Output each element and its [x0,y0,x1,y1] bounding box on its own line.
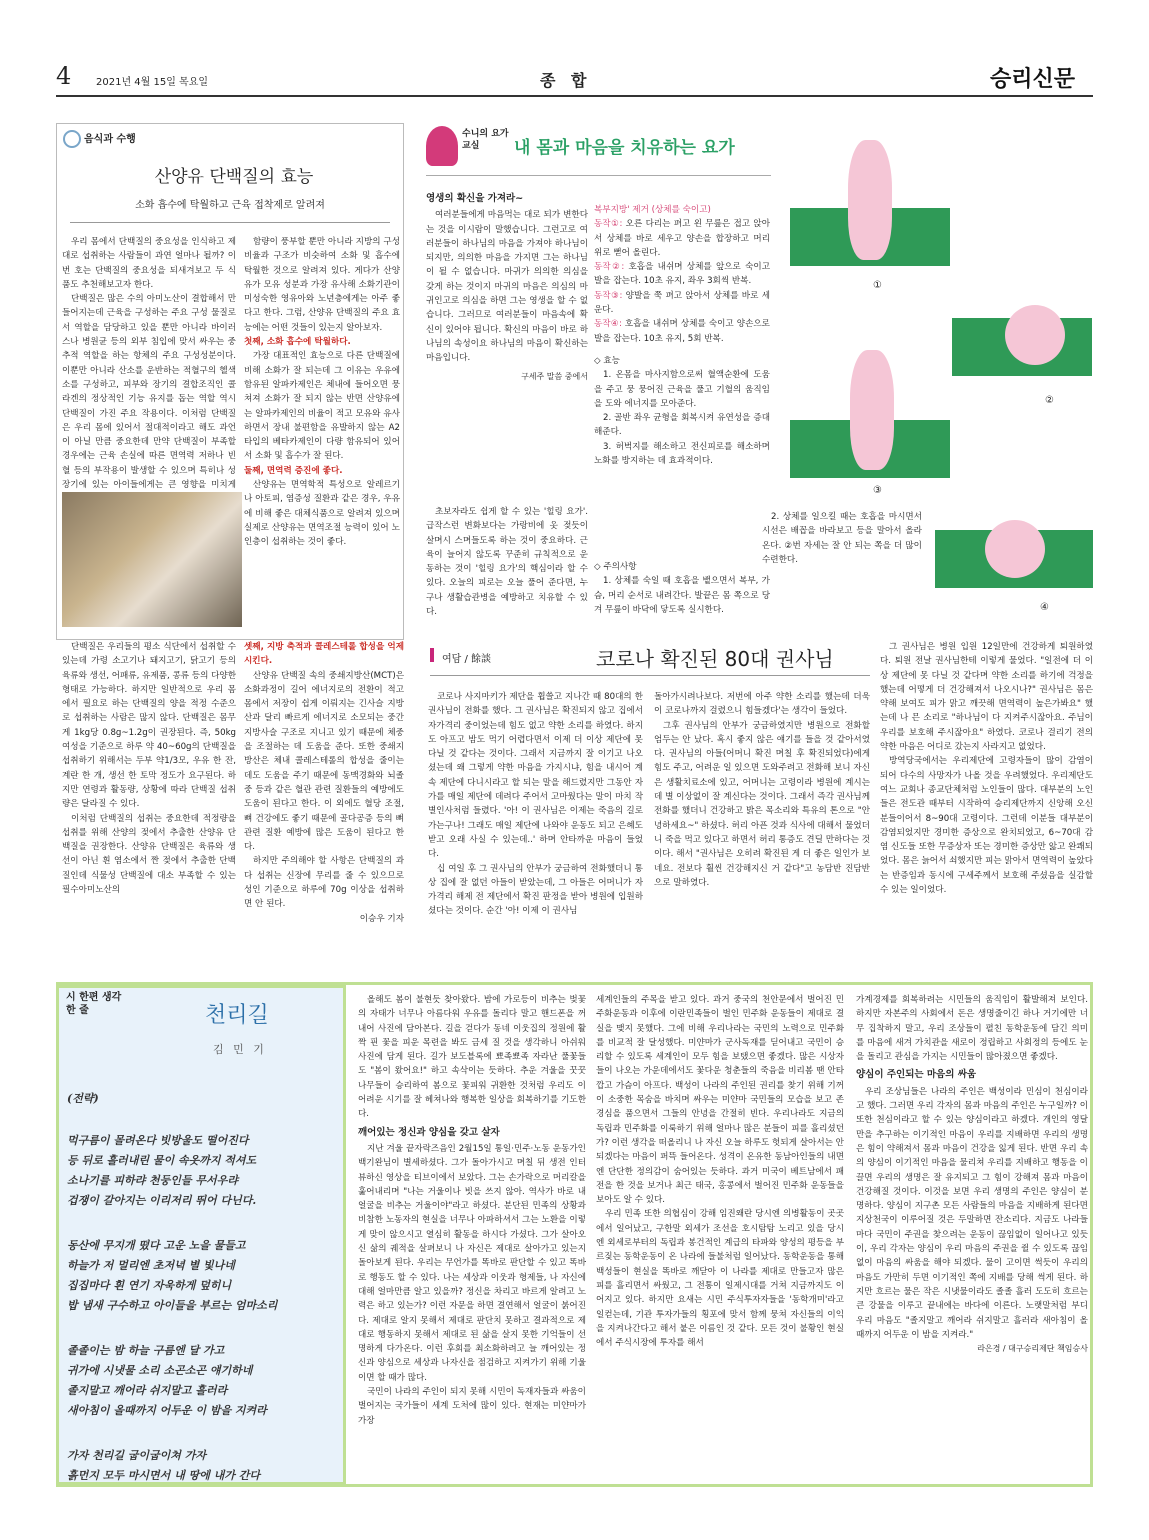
corona-title: 코로나 확진된 80대 권사님 [596,647,834,671]
figure-2-pose [1005,305,1065,365]
step-1: 동작①: 오른 다리는 펴고 왼 무릎은 접고 앉아서 상체를 바로 세우고 양손을 합장하고 머리 위로 뻗어 올린다. [594,219,770,258]
article-title: 산양유 단백질의 효능 [154,167,314,187]
yoga-caution [594,560,770,622]
effect-item: 3. 허벅지를 해소하고 전신피로를 해소하며 노화를 방지하는 데 효과적이다. [594,441,770,467]
corona-column-2 [654,690,870,970]
poem-line: 동산에 무지개 떴다 고운 노을 물들고 [67,1239,246,1252]
article-subtitle: 소화 흡수에 탁월하고 근육 접착제로 알려져 [135,200,325,211]
body-paragraph: 우리 민족 또한 의협심이 강해 임진왜란 당시엔 의병활동이 곳곳에서 일어났고, 구한말 외세가 조선을 호시탐탐 노리고 있을 당시엔 외세로부터의 독립과 봉건적인 계급의 타파와 양성의 평등을 부르짖는 동학운동이 온 나라에 들불처럼 일어났다. 동학운동을 통해 백성들이 현실을 똑바로 깨닫아 이 나라를 제대로 만들고자 많은 피를 흘리면서 싸웠고, 그 전통이 일제시대를 거쳐 지금까지도 이어지고 있다. 하지만 요새는 시민 주식투자자들을 '동학개미'라고 일컫는데, 기관 투자가들의 횡포에 맞서 함께 뭉쳐 자신들의 이익을 지켜나간다고 해서 붙은 이름인 것 같다. 모든 것이 불황인 현실에서 주식시장에 투자를 해서 [596,1209,844,1349]
body-paragraph: 함량이 풍부할 뿐만 아니라 지방의 구성 비율과 구조가 비슷하여 소화 및 흡수에 탁월한 것으로 알려져 있다. 게다가 산양유가 모유 성분과 가장 유사해 소화기관이 미성숙한 영유아와 노년층에게는 아주 좋다고 한다. 그럼, 산양유 단백질의 주요 효능에는 어떤 것들이 있는지 알아보자. [244,237,400,333]
poem-line: 하늘가 저 멀리엔 초저녁 별 빛나네 [67,1259,235,1272]
intro-paragraph: 여러분들에게 마음먹는 대로 되가 변한다는 것을 이시람이 말했습니다. 그런고로 여러분들이 하나님의 마음을 가져야 하나님이 되지만, 의의한 마음을 가지면 그는 하나님이 될 수 없습니다. 마귀가 의의한 의심을 갖게 하는 것이지 마귀의 마음은 의심의 마귀인고로 의심을 하면 그는 영생을 할 수 없습니다. 그러므로 여러분들이 마음속에 확신이 있어야 됩니다. 확신의 마음이 바로 하나님의 속성이요 하나님의 마음이 확신하는 마음입니다. [426,210,588,364]
poem-author: 김 민 기 [213,1043,267,1056]
goat-column-1b [62,640,236,970]
step-4: 동작④: 호흡을 내쉬며 상체를 숙이고 양손으로 발을 잡는다. 10초 유지, 5회 반복. [594,319,770,344]
column-label: 음식과 수행 [84,134,136,145]
quote-source: 구세주 말씀 중에서 [521,371,588,381]
essay-column-1 [358,993,586,1478]
poem-title: 천리길 [205,1003,269,1028]
page-number: 4 [56,62,72,90]
figure-1-pose [848,140,892,260]
body-paragraph: 단백질은 우리들의 평소 식단에서 섭취할 수 있는데 가령 소고기나 돼지고기, 닭고기 등의 육류와 생선, 어패류, 유제품, 콩류 등의 다양한 형태로 가능하다. 하지만 일반적으로 우리 몸에서 필요로 하는 단백질의 양을 적정 수준으로 섭취하는 사람은 많지 않다. 단백질은 몸무게 1kg당 0.8g~1.2g이 권장된다. 즉, 50kg여성을 기준으로 하루 약 40~60g의 단백질을 섭취하기 위해서는 두부 약1/3모, 우유 한 잔, 계란 한 개, 생선 한 토막 정도가 요구된다. 하지만 연령과 활동량, 상황에 따라 단백질 섭취량은 달라질 수 있다. [62,642,236,810]
effect-item: 2. 골반 좌우 균형을 회복시켜 유연성을 증대해준다. [594,413,770,438]
body-paragraph: 가계경제를 회복하려는 시민들의 움직임이 활발해져 보인다. 하지만 자본주의 사회에서 돈은 생명줄이긴 하나 거기에만 너무 집착하지 말고, 우리 조상들이 펼친 동학운동에 담긴 의미를 마음에 새겨 가치관을 새로이 정립하고 사회정의 등에도 눈을 돌리고 관심을 가지는 시민들이 많아졌으면 좋겠다. [856,995,1088,1063]
header-rule [56,95,1093,97]
yoga-rule [426,175,771,176]
poem-line: 밥 냄새 구수하고 아이들을 부르는 엄마소리 [67,1299,278,1312]
poem-line: 겁쟁이 갈아지는 이리저리 뛰어 다닌다. [67,1194,257,1207]
body-paragraph: 그후 권사님의 안부가 궁금하였지만 병원으로 전화할 엄두는 안 났다. 혹시 좋지 않은 얘기를 들을 것 같아서였다. 권사님의 아들(어머니 확진 며칠 후 확진되었다)에게 힘도 주고, 어려운 일 있으면 도와주려고 전화해 보니 자신은 생활치료소에 있고, 어머니는 고령이라 병원에 계시는데 별 이상없이 잘 계신다는 것이다. 그래서 즉각 권사님께 전화를 했더니 건강하고 밝은 목소리와 특유의 톤으로 "안녕하세요~" 하셨다. 허리 아픈 것과 식사에 대해서 물었더니 죽을 먹고 있다고 하면서 허리 통증도 견딜 만하다는 것이다. 해서 "권사님은 오히려 확진된 게 더 좋은 일인가 보네요. 전보다 훨씬 건강해지신 거 같다"고 농담반 진담반으로 말하였다. [654,720,870,888]
pose-heading: 복부지방' 제거 (상체를 숙이고) [594,205,711,215]
goat-column-2 [244,235,400,630]
body-paragraph: 국민이 나라의 주인이 되지 못해 시민이 독재자들과 싸움이 벌어지는 국가들이 세계 도처에 많이 있다. 현재는 미얀마가 가장 [358,1387,586,1426]
subheading: 첫째, 소화 흡수에 탁월하다. [244,337,351,348]
poem-line: 졸지말고 깨어라 쉬지말고 흘러라 [67,1384,228,1397]
poem-line: 등 뒤로 흘러내린 물이 속옷까지 적셔도 [67,1154,257,1167]
essay-subheading: 깨어있는 정신과 양심을 갖고 살자 [358,1126,500,1138]
body-paragraph: 그 권사님은 병원 입원 12일만에 건강하게 퇴원하였다. 퇴원 전날 권사님한테 이렇게 물었다. "일전에 더 이상 제단에 못 다닐 것 같다며 약한 소리를 하기에 걱정을 했는데 어떻게 더 건강해져서 나오시나?" 권사님은 몸은 약해 보여도 피가 맑고 깨끗해 면역력이 높은가봐요" 했는데 나 믄 소리로 "하나님이 다 지켜주시잖아요. 주님이 우리를 보호해 주시잖아요" 하였다. 코로나 걸리기 전의 약한 마음은 어디로 갔는지 사라지고 없었다. [880,642,1093,753]
title-rule [70,222,390,223]
body-paragraph: 산양유 단백질 속의 중쇄지방산(MCT)은 소화과정이 길어 에너지로의 전환이 적고 몸에서 저장이 쉽게 이뤄지는 긴사슬 지방산과 달리 빠르게 에너지로 소모되는 중간 지방사슬 구조로 지니고 있기 때문에 체중을 조절하는 데 도움을 준다. 또한 중쇄지방산은 체내 콜레스테롤의 합성을 줄이는 데도 도움을 주기 때문에 동맥경화와 뇌졸중 등과 같은 혈관 관련 질환들의 예방에도 도움이 된다고 한다. 이 외에도 혈당 조절, 뼈 건강에도 좋기 때문에 골다공증 등의 뼈 관련 질환 예방에 많은 도움이 된다고 한다. [244,670,404,853]
body-paragraph: 산양유는 면역학적 특성으로 알레르기나 아토피, 염증성 질환과 같은 경우, 우유에 비해 좋은 대체식품으로 알려져 있으며 실제로 산양유는 면역조절 능력이 있어 노인층이 섭취하는 것이 좋다. [244,480,400,548]
byline: 이승우 기자 [359,913,404,924]
essay-column-3 [856,993,1088,1478]
body-paragraph: 초보자라도 쉽게 할 수 있는 '힐링 요가'. 급작스런 변화보다는 가랑비에 옷 젖듯이 살며시 스며들도록 하는 것이 중요하다. 근육이 늘어지 않도록 꾸준히 규칙적으로 운동하는 것이 '힐링 요가'의 핵심이라 할 수 있다. 오늘의 피로는 오늘 풀어 준다면, 누구나 생활습관병을 예방하고 치유할 수 있다. [426,507,588,618]
step-3: 동작③: 양발을 쭉 펴고 앉아서 상체를 바로 세운다. [594,290,770,316]
yoga-caution-2 [762,510,922,610]
corona-column-1 [428,690,643,970]
figure-label: ④ [1040,602,1049,613]
yoga-badge: 수니의 요가교실 [462,129,509,151]
figure-4-pose [985,520,1045,578]
essay-author: 라은경 / 대구승리제단 책임승사 [977,1344,1088,1354]
body-paragraph: 우리 몸에서 단백질의 중요성을 인식하고 제대로 섭취하는 사람들이 과연 얼마나 될까? 이번 호는 단백질의 중요성을 되새겨보고 두 식품도 추천해보고자 한다. [62,237,236,290]
poem-line: 먹구름이 몰려온다 빗방울도 떨어진다 [67,1134,249,1147]
poem-line: 소나기를 피하랴 천둥인들 무서우랴 [67,1174,238,1187]
yoga-logo-icon [426,126,458,166]
yoga-column-1b [426,505,588,620]
section-name: 종 합 [540,71,592,90]
figure-3-pose [850,350,894,470]
issue-date: 2021년 4월 15일 목요일 [96,77,209,88]
body-paragraph: 올해도 봄이 불현듯 찾아왔다. 밤에 가로등이 비추는 벚꽃의 자태가 너무나 아름다워 우유를 돌리다 말고 핸드폰을 꺼내어 사진에 담아본다. 길을 걷다가 동네 이웃집의 정원에 활짝 핀 꽃을 피운 목련을 봐도 금세 질 것을 생각하니 아쉬워 사진에 담게 된다. 길가 보도블록에 뾰족뾰족 자라난 풀꽃들도 "봄이 왔어요!" 하고 속삭이는 듯하다. 추운 겨울을 꿋꿋 나무들이 승리하여 봄으로 꽃피워 귀환한 것처럼 우리도 이 어려운 시기를 잘 헤쳐나와 행복한 일상을 회복하기를 기도한다. [358,995,586,1120]
step-2: 동작②: 호흡을 내쉬며 상체를 앞으로 숙이고 발을 잡는다. 10초 유지, 좌우 3회씩 반복. [594,262,770,287]
body-paragraph: 지난 겨울 끝자락즈음인 2월15일 통일·민주·노동 운동가인 백기완님이 별세하셨다. 그가 돌아가시고 며칠 뒤 생전 인터뷰하신 영상을 티브이에서 보았다. 그는 손가락으로 머리칼을 훑어내리며 "나는 거울이나 빗을 쓰지 않아. 역사가 바로 내 얼굴을 비추는 거울이야"라고 하셨다. 분단된 민족의 상황과 비참한 노동자의 현실을 너무나 아파하셔서 그는 노환을 이렇게 맞이 않으시고 열심히 활동을 하시다 가셨다. 그가 살아오신 삶의 궤적을 살펴보니 나 자신은 제대로 살아가고 있는지 돌아보게 된다. 우리는 무언가를 똑바로 판단할 수 있고 똑바로 행동도 할 수 있다. 나는 세상과 이웃과 형제들, 나 자신에 대해 얼마만큼 알고 있을까? 정신을 차리고 바르게 알려고 노력은 하고 있는가? 이런 자문을 하면 결연해서 얼굴이 붉어진다. 제대로 알지 못해서 제대로 판단치 못하고 결과적으로 제대로 행동하지 못해서 제대로 된 삶을 살지 못한 기억들이 선명하게 다가온다. 이런 후회를 최소화하려고 늘 깨어있는 정신과 양심으로 세상과 나자신을 점검하고 지켜가기 위해 기울이면 할 때가 많다. [358,1143,586,1383]
poem-line: 가자 천리길 굽이굽이쳐 가자 [67,1449,206,1462]
newspaper-brand: 승리신문 [990,67,1076,92]
figure-label: ① [873,280,882,291]
figure-label: ③ [873,485,882,496]
column-tag: 여담 / 餘談 [442,654,492,665]
poem-line: 귀가에 시냇물 소리 소곤소곤 얘기하네 [67,1364,253,1377]
essay-column-2 [596,993,844,1478]
body-paragraph: 방역당국에서는 우리제단에 고령자들이 많이 감염이 되어 다수의 사망자가 나올 것을 우려했었다. 우리제단도 여느 교회나 종교단체처럼 노인들이 많다. 대부분의 노인들은 전도관 때부터 시작하여 승리제단까지 신앙해 오신 분들이어서 8~90대 고령이다. 그런데 이분들 대부분이 감염되었지만 경미한 증상으로 완치되었고, 6~70대 감염 신도들 또한 무증상자 또는 경미한 증상만 앓고 완쾌되었다. 몸은 늙어서 쇠했지만 피는 맑아서 면역력이 높았다는 반증임과 동시에 구세주께서 보호해 주셨음을 실감할 수 있는 일이었다. [880,756,1093,896]
body-paragraph: 십 여일 후 그 권사님의 안부가 궁금하여 전화했더니 통상 집에 잘 없던 아들이 받았는데, 그 아들은 어머니가 자가격리 해제 전 제단에서 확진 판정을 받아 병원에 입원하셨다는 것이다. 순간 '아! 이제 이 권사님 [428,863,643,917]
subheading: 둘째, 면역력 증진에 좋다. [244,465,343,476]
effect-item: 1. 온몸을 마사지함으로써 혈액순환에 도움을 주고 뭉 뭉어진 근육을 풀고 기혈의 움직임을 도와 에너지를 모아준다. [594,370,770,409]
corona-column-3 [880,640,1093,970]
goat-photo [62,492,242,627]
body-paragraph: 세계인들의 주목을 받고 있다. 과거 중국의 천안문에서 벌어진 민주화운동과 이후에 이란민족들이 벌인 민주화 운동들이 제대로 결실을 맺지 못했다. 그에 비해 우리나라는 국민의 노력으로 민주화를 비교적 잘 달성했다. 미얀마가 군사독재를 딛어내고 국민이 승리할 수 있도록 세계인이 모두 힘을 보탰으면 좋겠다. 많은 시상자들이 나오는 가운데에서도 꽃다운 청춘들의 죽음을 비리봄 땐 안타깝고 가슴이 아프다. 백성이 나라의 주인된 권리를 찾기 위해 기꺼이 소중한 목숨을 바치며 싸우는 미얀마 국민들의 모습을 보고 존경심을 품으면서 그들의 안녕을 간절히 빈다. 우리나라도 지금의 독립과 민주화를 이룩하기 위해 얼마나 많은 분들이 피를 흘리셨던가? 이런 생각을 떠올리니 나 자신 오늘 하루도 헛되게 살아서는 안 되겠다는 마음이 퍼뜩 들어온다. 성격이 온유한 동남아인들의 내면엔 단단한 정의감이 숨어있는 듯하다. 과거 미국이 베트남에서 패전을 한 것을 보거나 최근 태국, 홍콩에서 벌어진 민주화 운동들을 보아도 알 수 있다. [596,995,844,1206]
body-paragraph: 돌아가시려나보다. 저번에 아주 약한 소리를 했는데 더욱이 코로나까지 걸렸으니 힘들겠다'는 생각이 들었다. [654,692,870,717]
body-paragraph: 우리 조상님들은 나라의 주인은 백성이라 민심이 천심이라고 했다. 그러면 우리 각자의 몸과 마음의 주인은 누구일까? 이 또한 천심이라고 할 수 있는 양심이라고 하겠다. 개인의 영달만을 추구하는 이기적인 마음이 우리를 지배하면 우리의 생명은 힘이 약해져서 몸과 마음이 건강을 잃게 된다. 반면 우리 속의 양심이 이기적인 마음을 물리쳐 우리를 지배하고 행동을 이끌면 우리의 생명은 잘 유지되고 그 힘이 강해져 몸과 마음이 건강해질 것이다. 이것을 보면 우리 생명의 주인은 양심이 분명하다. 양심이 지구촌 모든 사람들의 마음을 지배하게 된다면 지상천국이 이루어질 것은 두말하면 잔소리다. 지금도 나라들마다 국민이 주권을 찾으려는 운동이 끊임없이 일어나고 있듯이, 우리 각자는 양심이 우리 마음의 주권을 쥘 수 있도록 끊임없이 마음의 싸움을 해야 되겠다. 물이 고이면 썩듯이 우리의 마음도 가만히 두면 이기적인 쪽에 지배를 당해 썩게 된다. 하지만 흐르는 물은 작은 시냇물이라도 졸졸 흘러 도도히 흐르는 큰 강물을 이루고 끝내에는 바다에 이른다. 노랫말처럼 부디 우리 마음도 "졸지말고 깨어라 쉬지말고 흘러라 새아침이 올 때까지 어두운 이 밤을 지켜라." [856,1086,1088,1340]
poem-line: 흙먼지 모두 마시면서 내 땅에 내가 간다 [67,1469,260,1482]
effect-heading: ◇ 효능 [594,355,620,366]
body-paragraph: 코로나 사지마키가 제단을 휩쓸고 지나간 때 80대의 한 권사님이 전화를 했다. 그 권사님은 확진되지 않고 집에서 자가격리 중이었는데 힘도 없고 약한 소리를 하였다. 하지도 아프고 밤도 먹기 어렵다면서 이제 더 이상 제단에 못 다닐 것 같다는 것이다. 그래서 지금까지 잘 이기고 나오셨는데 왜 그렇게 약한 마음을 가지시냐, 힘을 내시어 계속 제단에 다니시라고 할 되는 말을 해드렸지만 그동안 자가를 매일 제단에 데려다 주어서 고마웠다는 말이 마치 작별인사처럼 들렸다. '아! 이 권사님은 이제는 죽음의 길로 가는구나! 그래도 매일 제단에 나와야 운동도 되고 은혜도 받고 오래 사실 수 있는데..' 하며 안타까운 마음이 들었다. [428,692,643,860]
poem-line: 졸졸이는 밤 하늘 구름엔 달 가고 [67,1344,225,1357]
yoga-column-2 [594,203,770,503]
caution-heading: ◇ 주의사항 [594,562,637,572]
tag-marker [430,648,434,662]
poem-section-label: 시 한편 생각 한 줄 [66,992,122,1016]
body-paragraph: 가장 대표적인 효능으로 다른 단백질에 비해 소화가 잘 되는데 그 이유는 우유에 함유된 알파카제인은 체내에 들어오면 뭉쳐져 소화가 잘 되지 않는 반면 산양유에는 알파카제인의 비율이 적고 모유와 유사하면서 장내 불편함을 유발하지 않는 A2타입의 베타카제인이 다량 함유되어 있어서 소화 및 흡수가 잘 된다. [244,351,400,462]
intro-heading: 영생의 확신을 가져라~ [426,193,524,204]
poem-line: 집집마다 흰 연기 자욱하게 덮히니 [67,1279,232,1292]
body-paragraph: 하지만 주의해야 할 사항은 단백질의 과다 섭취는 신장에 무리를 줄 수 있으므로 성인 기준으로 하루에 70g 이상을 섭취하면 안 된다. [244,856,404,910]
essay-subheading: 양심이 주인되는 마음의 싸움 [856,1069,977,1081]
caution-item: 2. 상체를 일으킬 때는 호흡을 마시면서 시선은 배꼽을 바라보고 등을 말아서 올라온다. ②번 자세는 잘 안 되는 쪽을 더 많이 수련한다. [762,512,922,565]
body-paragraph: 이처럼 단백질의 섭취는 중요한데 적정량을 섭취를 위해 산양의 젖에서 추출한 산양유 단백질을 권장한다. 산양유 단백질은 육류와 생선이 아닌 흰 염소에서 짠 젖에서 추출한 단백질인데 식물성 단백질에 대소 부족할 수 있는 필수아미노산의 [62,813,236,896]
figure-label: ② [1045,395,1054,406]
caution-item: 1. 상체를 숙일 때 호흡을 뱉으면서 복부, 가슴, 머리 순서로 내려간다. 발끝은 몸 쪽으로 당겨 무릎이 바닥에 닿도록 실시한다. [594,576,770,615]
yoga-column-1 [426,188,588,498]
subheading: 셋째, 지방 축적과 콜레스테롤 합성을 억제시킨다. [244,642,404,667]
magnifier-icon [63,130,81,148]
goat-column-2b [244,640,404,970]
poem-line: 새아침이 올때까지 어두운 이 밤을 지켜라 [67,1404,267,1417]
yoga-title: 내 몸과 마음을 치유하는 요가 [514,138,735,158]
body-paragraph: 단백질은 많은 수의 아미노산이 결합해서 만들어지는데 근육을 구성하는 주요 구성 물질로서 역할을 담당하고 있을 뿐만 아니라 바이러스나 병원균 등의 외부 침입에 맞서 싸우는 중추적 역할을 하는 항체의 주요 구성성분이다. 이뿐만 아니라 산소를 운반하는 적혈구의 헬색소를 구성하고, 피부와 장기의 결합조직인 콜라겐의 정상적인 기능 유지를 돕는 역할 역시 단백질이 가진 주요 작용이다. 이처럼 단백질은 우리 몸에 있어서 절대적이라고 해도 과언이 아닐 만큼 중요한데 만약 단백질이 부족할 경우에는 근육 손실에 따른 면역력 저하나 빈혈 등의 부작용이 발생할 수 있으며 특히나 성장기에 있는 아이들에게는 큰 영향을 미치게 [62,294,236,491]
title-rule [430,675,870,676]
poem-line: (전략) [67,1092,99,1105]
